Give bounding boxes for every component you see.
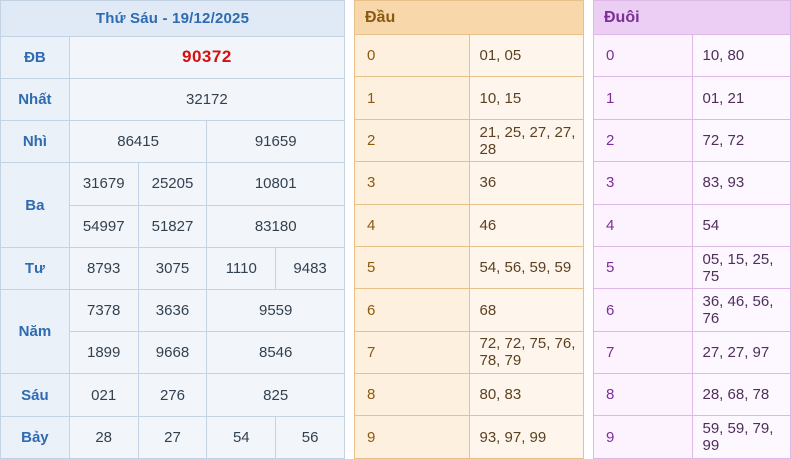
duoi-row bbox=[594, 162, 791, 204]
table-row-nhat bbox=[1, 78, 345, 120]
prize-sau-value-1: 276 bbox=[138, 374, 207, 416]
duoi-row bbox=[594, 416, 791, 459]
table-row-sau bbox=[1, 374, 345, 416]
dau-values-2: 21, 25, 27, 27, 28 bbox=[469, 119, 584, 161]
dau-key-0: 0 bbox=[355, 35, 470, 77]
dau-row bbox=[355, 416, 584, 459]
duoi-values-0: 10, 80 bbox=[692, 35, 791, 77]
duoi-row bbox=[594, 119, 791, 161]
prize-nam-value-2: 9559 bbox=[207, 290, 345, 332]
prize-ba-value-5: 83180 bbox=[207, 205, 345, 247]
duoi-key-4: 4 bbox=[594, 204, 693, 246]
prize-tu-value-2: 1110 bbox=[207, 247, 276, 289]
duoi-title: Đuôi bbox=[594, 1, 791, 35]
row-label-tu: Tư bbox=[1, 247, 70, 289]
dau-row bbox=[355, 162, 584, 204]
prize-ba-value-2: 10801 bbox=[207, 163, 345, 205]
duoi-row bbox=[594, 374, 791, 416]
prize-nam-value-3: 1899 bbox=[69, 332, 138, 374]
duoi-values-3: 83, 93 bbox=[692, 162, 791, 204]
prize-ba-value-4: 51827 bbox=[138, 205, 207, 247]
row-label-db: ĐB bbox=[1, 36, 70, 78]
row-label-ba: Ba bbox=[1, 163, 70, 247]
dau-values-9: 93, 97, 99 bbox=[469, 416, 584, 459]
duoi-key-7: 7 bbox=[594, 331, 693, 373]
duoi-values-4: 54 bbox=[692, 204, 791, 246]
prize-nhat-value-0: 32172 bbox=[69, 78, 344, 120]
duoi-key-9: 9 bbox=[594, 416, 693, 459]
duoi-row bbox=[594, 204, 791, 246]
duoi-key-6: 6 bbox=[594, 289, 693, 331]
duoi-key-5: 5 bbox=[594, 246, 693, 288]
page-title: Thứ Sáu - 19/12/2025 bbox=[1, 1, 345, 37]
duoi-key-3: 3 bbox=[594, 162, 693, 204]
dau-key-5: 5 bbox=[355, 246, 470, 288]
prize-ba-value-1: 25205 bbox=[138, 163, 207, 205]
table-row-nhi bbox=[1, 121, 345, 163]
dau-row bbox=[355, 246, 584, 288]
prize-tu-value-1: 3075 bbox=[138, 247, 207, 289]
duoi-key-8: 8 bbox=[594, 374, 693, 416]
duoi-row bbox=[594, 331, 791, 373]
prize-nhi-value-1: 91659 bbox=[207, 121, 345, 163]
duoi-values-2: 72, 72 bbox=[692, 119, 791, 161]
prize-tu-value-0: 8793 bbox=[69, 247, 138, 289]
prize-bay-value-1: 27 bbox=[138, 416, 207, 458]
duoi-values-6: 36, 46, 56, 76 bbox=[692, 289, 791, 331]
duoi-header-row bbox=[594, 1, 791, 35]
duoi-key-1: 1 bbox=[594, 77, 693, 119]
prize-bay-value-0: 28 bbox=[69, 416, 138, 458]
dau-title: Đầu bbox=[355, 1, 584, 35]
dau-row bbox=[355, 35, 584, 77]
row-label-bay: Bảy bbox=[1, 416, 70, 458]
dau-table bbox=[354, 0, 584, 459]
duoi-table bbox=[593, 0, 791, 459]
prize-ba-value-3: 54997 bbox=[69, 205, 138, 247]
dau-key-3: 3 bbox=[355, 162, 470, 204]
dau-key-1: 1 bbox=[355, 77, 470, 119]
dau-values-1: 10, 15 bbox=[469, 77, 584, 119]
duoi-values-8: 28, 68, 78 bbox=[692, 374, 791, 416]
table-row-db bbox=[1, 36, 345, 78]
duoi-row bbox=[594, 35, 791, 77]
dau-values-8: 80, 83 bbox=[469, 374, 584, 416]
duoi-values-1: 01, 21 bbox=[692, 77, 791, 119]
dau-key-6: 6 bbox=[355, 289, 470, 331]
duoi-row bbox=[594, 289, 791, 331]
dau-row bbox=[355, 119, 584, 161]
dau-values-4: 46 bbox=[469, 204, 584, 246]
dau-row bbox=[355, 77, 584, 119]
prize-nam-value-0: 7378 bbox=[69, 290, 138, 332]
prize-ba-value-0: 31679 bbox=[69, 163, 138, 205]
prize-sau-value-2: 825 bbox=[207, 374, 345, 416]
table-row-tu bbox=[1, 247, 345, 289]
duoi-key-0: 0 bbox=[594, 35, 693, 77]
dau-key-8: 8 bbox=[355, 374, 470, 416]
table-row-ba-1 bbox=[1, 163, 345, 205]
dau-header-row bbox=[355, 1, 584, 35]
dau-key-9: 9 bbox=[355, 416, 470, 459]
duoi-values-7: 27, 27, 97 bbox=[692, 331, 791, 373]
dau-key-2: 2 bbox=[355, 119, 470, 161]
table-row-bay bbox=[1, 416, 345, 458]
dau-values-0: 01, 05 bbox=[469, 35, 584, 77]
duoi-values-5: 05, 15, 25, 75 bbox=[692, 246, 791, 288]
prize-db-value-0: 90372 bbox=[69, 36, 344, 78]
duoi-values-9: 59, 59, 79, 99 bbox=[692, 416, 791, 459]
dau-values-3: 36 bbox=[469, 162, 584, 204]
prize-nhi-value-0: 86415 bbox=[69, 121, 207, 163]
prize-nam-value-5: 8546 bbox=[207, 332, 345, 374]
prize-bay-value-2: 54 bbox=[207, 416, 276, 458]
duoi-row bbox=[594, 246, 791, 288]
dau-values-5: 54, 56, 59, 59 bbox=[469, 246, 584, 288]
dau-row bbox=[355, 331, 584, 373]
dau-row bbox=[355, 374, 584, 416]
prize-sau-value-0: 021 bbox=[69, 374, 138, 416]
duoi-key-2: 2 bbox=[594, 119, 693, 161]
row-label-nhat: Nhất bbox=[1, 78, 70, 120]
dau-values-7: 72, 72, 75, 76, 78, 79 bbox=[469, 331, 584, 373]
prize-bay-value-3: 56 bbox=[276, 416, 345, 458]
row-label-sau: Sáu bbox=[1, 374, 70, 416]
table-row-title bbox=[1, 1, 345, 37]
dau-row bbox=[355, 204, 584, 246]
table-row-nam-1 bbox=[1, 290, 345, 332]
dau-row bbox=[355, 289, 584, 331]
duoi-row bbox=[594, 77, 791, 119]
dau-values-6: 68 bbox=[469, 289, 584, 331]
dau-key-4: 4 bbox=[355, 204, 470, 246]
dau-key-7: 7 bbox=[355, 331, 470, 373]
row-label-nhi: Nhì bbox=[1, 121, 70, 163]
prize-nam-value-1: 3636 bbox=[138, 290, 207, 332]
main-results-table bbox=[0, 0, 345, 459]
prize-nam-value-4: 9668 bbox=[138, 332, 207, 374]
prize-tu-value-3: 9483 bbox=[276, 247, 345, 289]
row-label-nam: Năm bbox=[1, 290, 70, 374]
